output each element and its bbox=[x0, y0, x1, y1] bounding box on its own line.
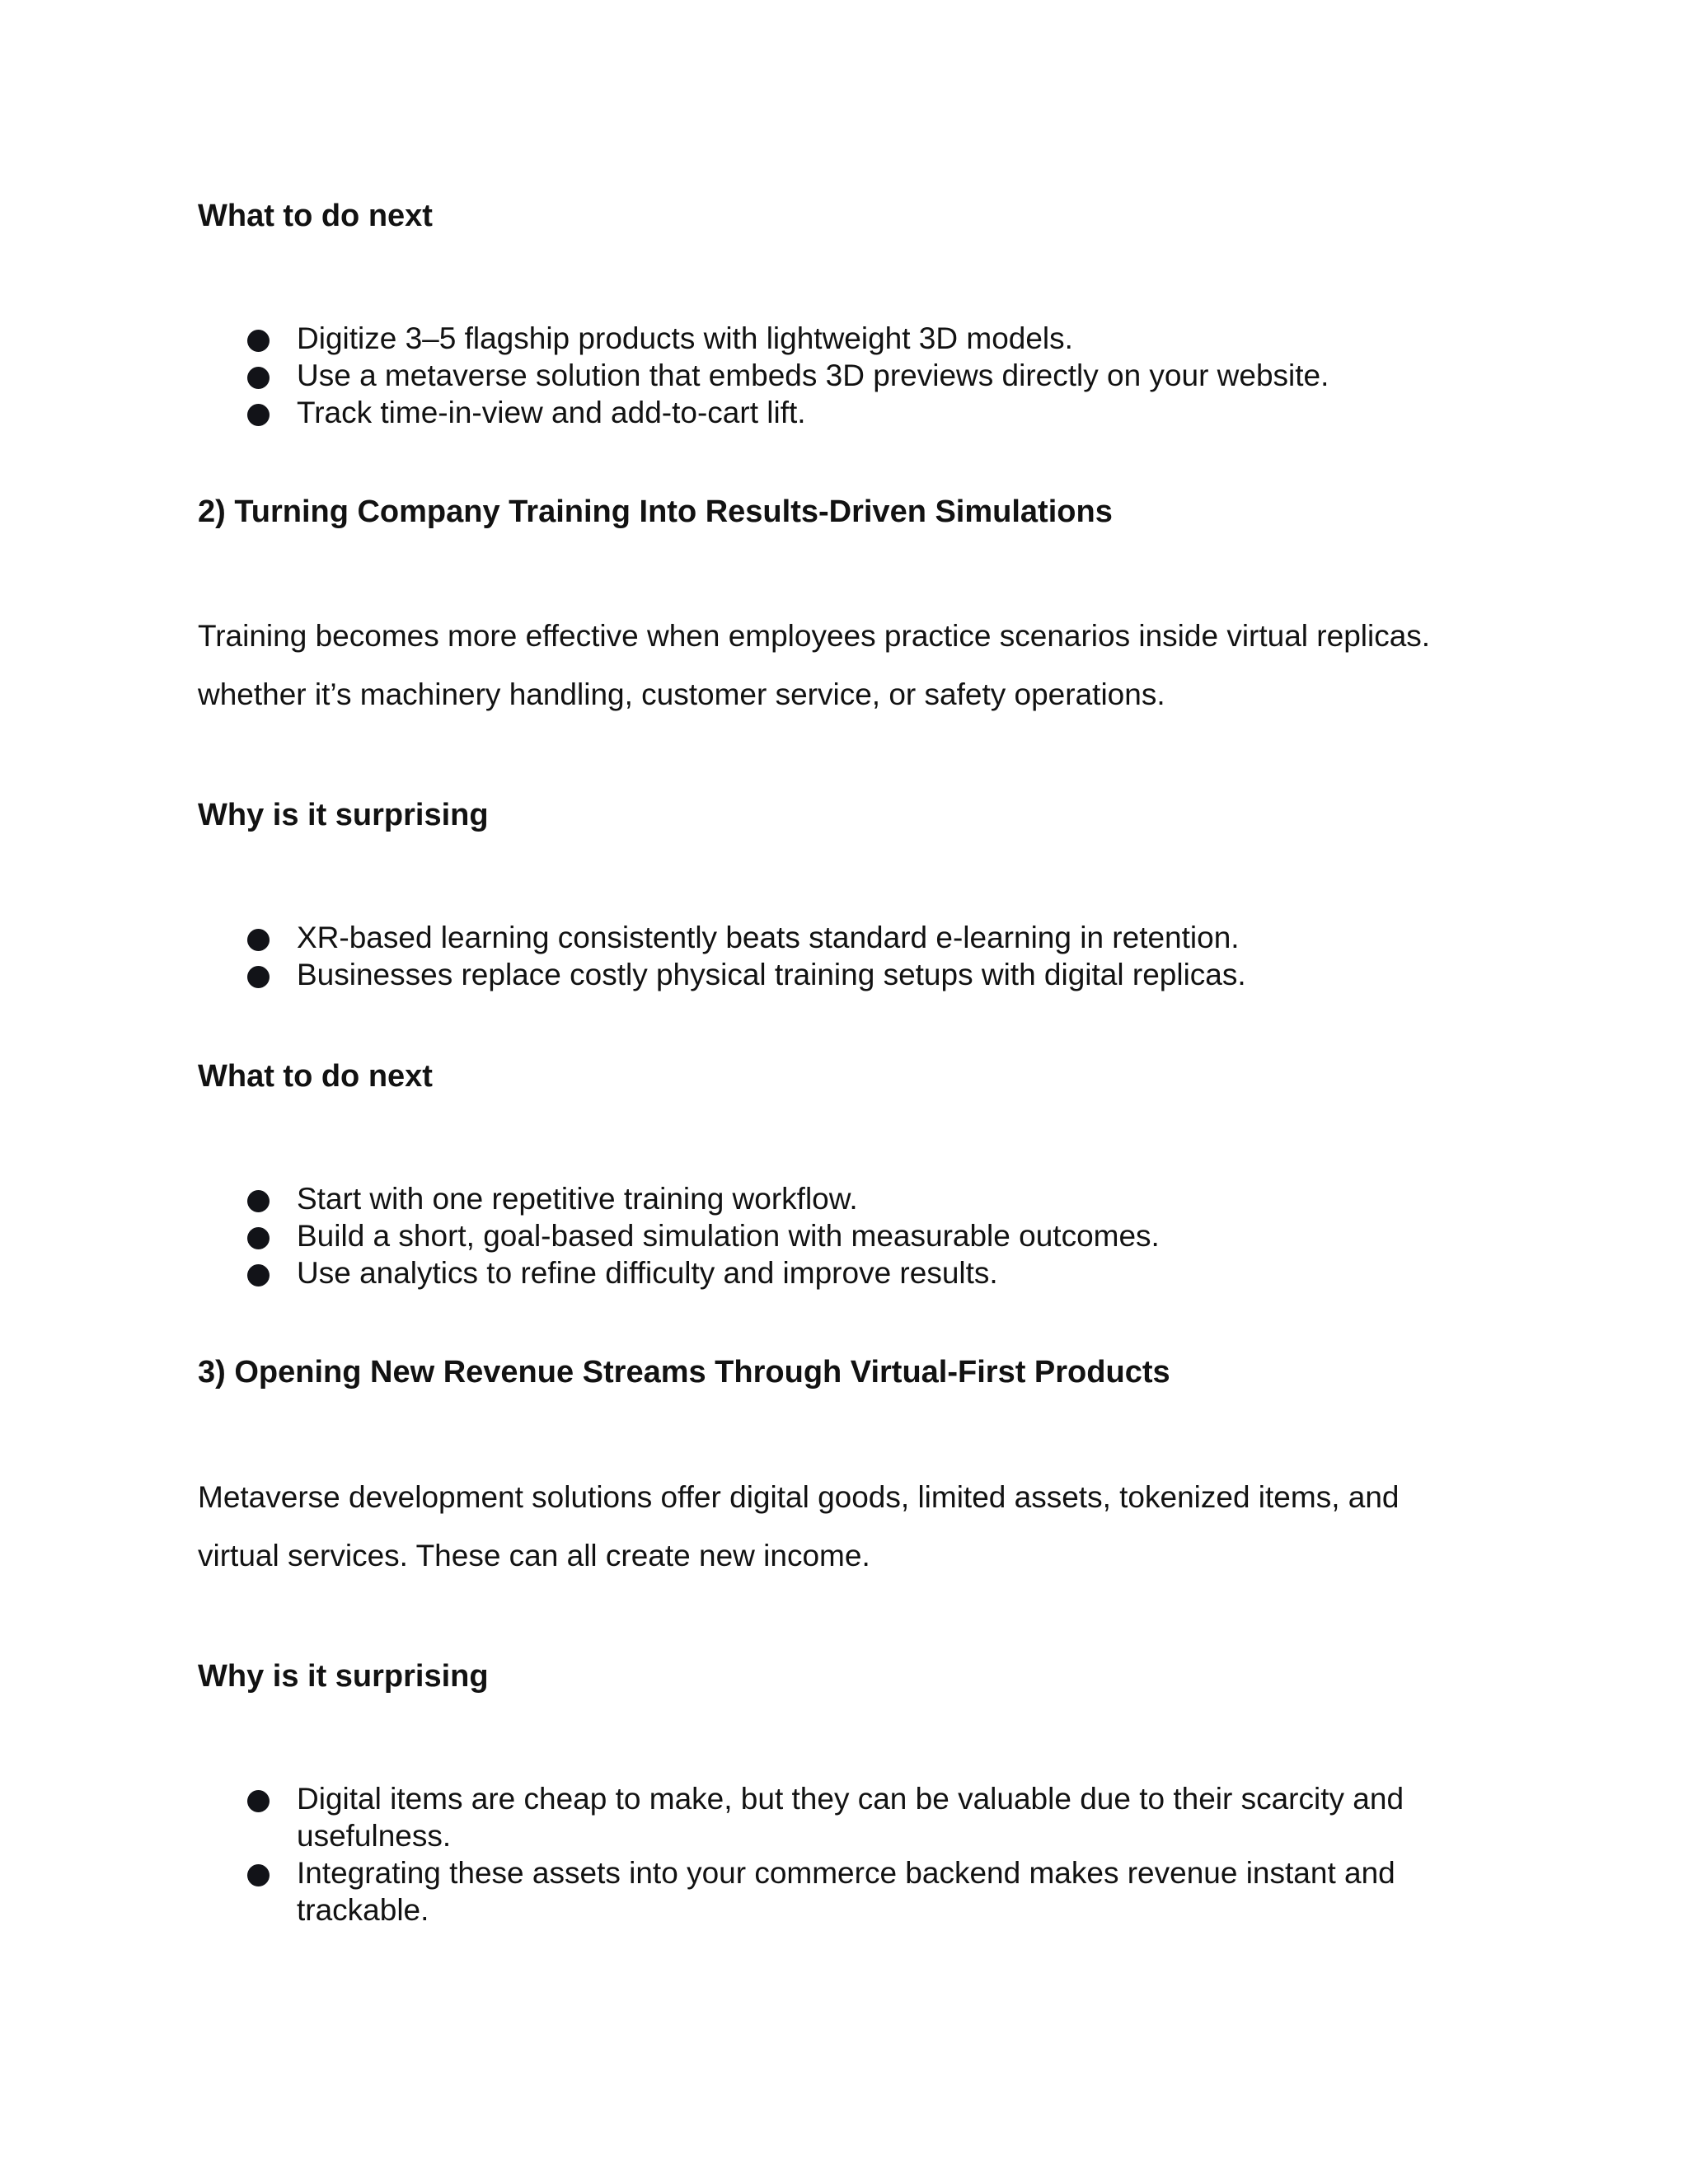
heading-what-to-do-next-2: What to do next bbox=[198, 1059, 433, 1094]
heading-why-surprising-3: Why is it surprising bbox=[198, 1659, 489, 1694]
bullet-list-next-2 bbox=[198, 1180, 1517, 1291]
paragraph-section-3: Metaverse development solutions offer digital goods, limited assets, tokenized items, and virtual services. These can all create new income. bbox=[198, 1480, 1400, 1572]
list-item: Track time-in-view and add-to-cart lift. bbox=[198, 394, 1517, 431]
heading-why-surprising-2: Why is it surprising bbox=[198, 798, 489, 832]
bullet-icon bbox=[247, 1190, 270, 1212]
list-item: XR-based learning consistently beats standard e-learning in retention. bbox=[198, 919, 1517, 956]
bullet-list-why-3 bbox=[198, 1780, 1517, 1929]
list-item: Digitize 3–5 flagship products with lightweight 3D models. bbox=[198, 320, 1517, 357]
bullet-list-next-1 bbox=[198, 320, 1517, 431]
bullet-list-why-2 bbox=[198, 919, 1517, 993]
paragraph-section-2: Training becomes more effective when employees practice scenarios inside virtual replicas. whether it’s machinery handling, customer service, or safety operations. bbox=[198, 619, 1431, 711]
list-item: Use analytics to refine difficulty and improve results. bbox=[198, 1254, 1517, 1291]
bullet-icon bbox=[247, 929, 270, 951]
list-item: Integrating these assets into your commerce backend makes revenue instant and trackable. bbox=[198, 1854, 1517, 1929]
heading-what-to-do-next-1: What to do next bbox=[198, 199, 433, 233]
list-item: Digital items are cheap to make, but they can be valuable due to their scarcity and usefulness. bbox=[198, 1780, 1517, 1854]
bullet-icon bbox=[247, 1864, 270, 1886]
list-item: Start with one repetitive training workflow. bbox=[198, 1180, 1517, 1217]
bullet-icon bbox=[247, 1227, 270, 1249]
bullet-icon bbox=[247, 1790, 270, 1812]
heading-section-3: 3) Opening New Revenue Streams Through Virtual-First Products bbox=[198, 1355, 1170, 1390]
bullet-icon bbox=[247, 966, 270, 988]
bullet-icon bbox=[247, 330, 270, 352]
list-item: Businesses replace costly physical training setups with digital replicas. bbox=[198, 956, 1517, 993]
bullet-icon bbox=[247, 367, 270, 389]
bullet-icon bbox=[247, 1264, 270, 1286]
heading-section-2: 2) Turning Company Training Into Results-Driven Simulations bbox=[198, 494, 1113, 529]
list-item: Build a short, goal-based simulation with measurable outcomes. bbox=[198, 1217, 1517, 1254]
bullet-icon bbox=[247, 404, 270, 426]
list-item: Use a metaverse solution that embeds 3D previews directly on your website. bbox=[198, 357, 1517, 394]
